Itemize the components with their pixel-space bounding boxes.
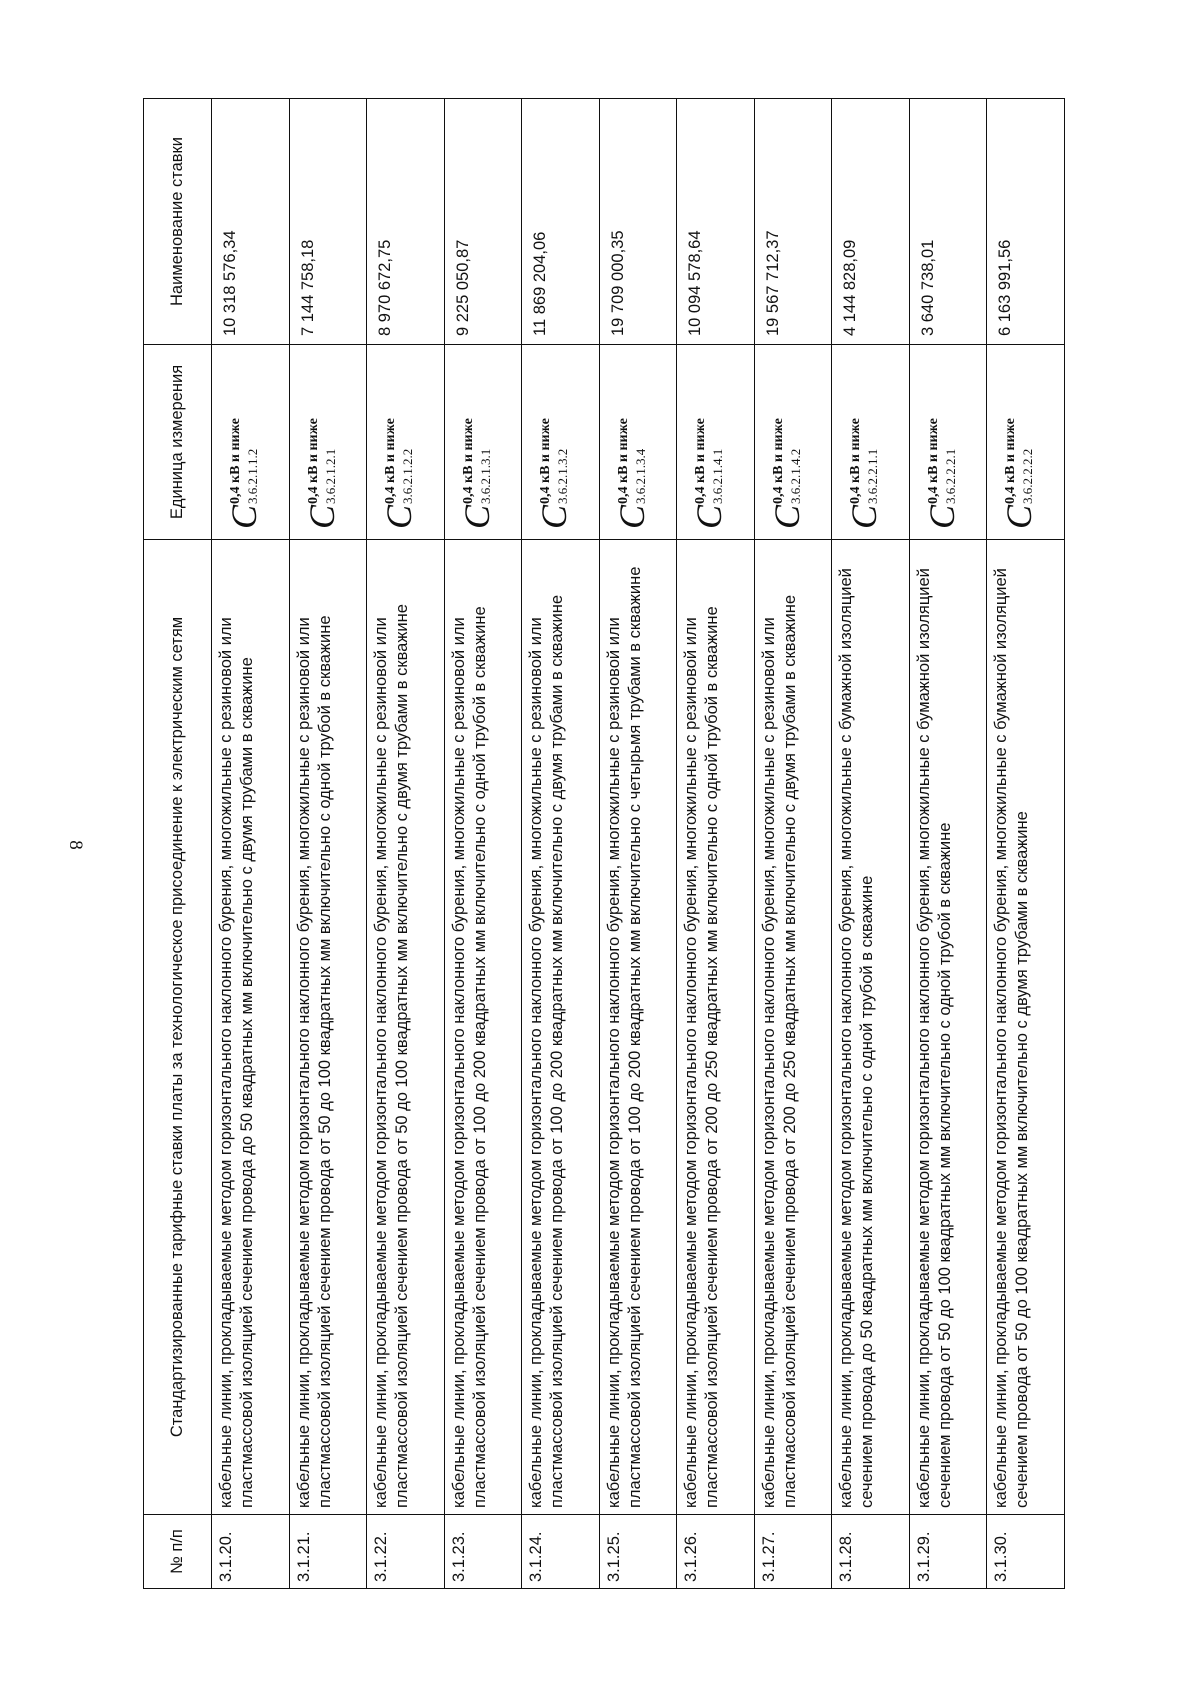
table-row bbox=[909, 99, 987, 1589]
unit-superscript: 0,4 кВ и ниже bbox=[305, 418, 321, 504]
row-number: 3.1.23. bbox=[444, 1515, 522, 1589]
unit-symbol: C bbox=[999, 504, 1040, 529]
unit-symbol: C bbox=[379, 504, 420, 529]
table-row bbox=[289, 99, 367, 1589]
unit-superscript: 0,4 кВ и ниже bbox=[228, 418, 243, 504]
row-description: кабельные линии, прокладываемые методом горизонтального наклонного бурения, многожильные с резиновой или пластмассовой изоляцией сечением провода до 50 квадратных мм включительно с двумя трубами в скважине bbox=[212, 540, 290, 1515]
unit-symbol: C bbox=[766, 504, 807, 529]
unit-superscript: 0,4 кВ и ниже bbox=[615, 418, 631, 504]
row-rate: 6 163 991,56 bbox=[987, 99, 1065, 345]
unit-symbol: C bbox=[534, 504, 575, 529]
unit-indices bbox=[849, 418, 879, 504]
row-number: 3.1.20. bbox=[212, 1515, 290, 1589]
row-number: 3.1.25. bbox=[599, 1515, 677, 1589]
unit-subscript: 3.6.2.1.3.2 bbox=[555, 448, 571, 504]
unit-subscript: 3.6.2.1.4.1 bbox=[710, 448, 726, 504]
unit-subscript: 3.6.2.1.3.4 bbox=[632, 448, 648, 504]
unit-superscript: 0,4 кВ и ниже bbox=[383, 418, 399, 504]
unit-symbol: C bbox=[301, 504, 342, 529]
row-number: 3.1.27. bbox=[754, 1515, 832, 1589]
unit-superscript: 0,4 кВ и ниже bbox=[460, 418, 476, 504]
row-description: кабельные линии, прокладываемые методом горизонтального наклонного бурения, многожильные с резиновой или пластмассовой изоляцией сечением провода от 100 до 200 квадратных мм включительно с четырьмя трубами в скважине bbox=[599, 540, 677, 1515]
row-unit bbox=[289, 345, 367, 540]
row-description: кабельные линии, прокладываемые методом горизонтального наклонного бурения, многожильные с бумажной изоляцией сечением провода до 50 квадратных мм включительно с одной трубой в скважине bbox=[832, 540, 910, 1515]
unit-indices bbox=[384, 418, 414, 504]
unit-symbol: C bbox=[689, 504, 730, 529]
row-unit bbox=[987, 345, 1065, 540]
unit-subscript: 3.6.2.1.3.1 bbox=[477, 448, 493, 504]
unit-indices bbox=[772, 418, 802, 504]
row-number: 3.1.26. bbox=[677, 1515, 755, 1589]
row-unit bbox=[444, 345, 522, 540]
unit-superscript: 0,4 кВ и ниже bbox=[1003, 418, 1019, 504]
unit-indices bbox=[1004, 418, 1034, 504]
page-number: 8 bbox=[64, 840, 86, 850]
table-body bbox=[212, 99, 1065, 1589]
row-rate: 4 144 828,09 bbox=[832, 99, 910, 345]
unit-symbol: C bbox=[611, 504, 652, 529]
row-description: кабельные линии, прокладываемые методом горизонтального наклонного бурения, многожильные с резиновой или пластмассовой изоляцией сечением провода от 200 до 250 квадратных мм включительно с двумя трубами в скважине bbox=[754, 540, 832, 1515]
row-description: кабельные линии, прокладываемые методом горизонтального наклонного бурения, многожильные с резиновой или пластмассовой изоляцией сечением провода от 200 до 250 квадратных мм включительно с одной трубой в скважине bbox=[677, 540, 755, 1515]
table-row bbox=[212, 99, 290, 1589]
unit-indices bbox=[539, 418, 569, 504]
row-rate: 9 225 050,87 bbox=[444, 99, 522, 345]
tariff-table bbox=[143, 98, 1065, 1589]
header-num: № п/п bbox=[144, 1515, 212, 1589]
table-row bbox=[677, 99, 755, 1589]
row-number: 3.1.21. bbox=[289, 1515, 367, 1589]
row-unit bbox=[832, 345, 910, 540]
row-unit bbox=[367, 345, 445, 540]
row-unit bbox=[754, 345, 832, 540]
row-description: кабельные линии, прокладываемые методом горизонтального наклонного бурения, многожильные с резиновой или пластмассовой изоляцией сечением провода от 100 до 200 квадратных мм включительно с одной трубой в скважине bbox=[444, 540, 522, 1515]
unit-subscript: 3.6.2.1.2.1 bbox=[322, 448, 338, 504]
row-unit bbox=[599, 345, 677, 540]
row-rate: 11 869 204,06 bbox=[522, 99, 600, 345]
unit-superscript: 0,4 кВ и ниже bbox=[925, 418, 941, 504]
row-unit bbox=[522, 345, 600, 540]
row-unit bbox=[909, 345, 987, 540]
row-description: кабельные линии, прокладываемые методом горизонтального наклонного бурения, многожильные с резиновой или пластмассовой изоляцией сечением провода от 100 до 200 квадратных мм включительно с двумя трубами в скважине bbox=[522, 540, 600, 1515]
row-unit bbox=[677, 345, 755, 540]
unit-symbol: C bbox=[921, 504, 962, 529]
row-description: кабельные линии, прокладываемые методом горизонтального наклонного бурения, многожильные с резиновой или пластмассовой изоляцией сечением провода от 50 до 100 квадратных мм включительно с одной трубой в скважине bbox=[289, 540, 367, 1515]
row-unit bbox=[212, 345, 290, 540]
table-row bbox=[367, 99, 445, 1589]
unit-symbol: C bbox=[456, 504, 497, 529]
table-row bbox=[987, 99, 1065, 1589]
unit-superscript: 0,4 кВ и ниже bbox=[538, 418, 554, 504]
table-row bbox=[832, 99, 910, 1589]
unit-indices bbox=[462, 418, 492, 504]
row-rate: 10 094 578,64 bbox=[677, 99, 755, 345]
row-rate: 19 567 712,37 bbox=[754, 99, 832, 345]
row-number: 3.1.24. bbox=[522, 1515, 600, 1589]
unit-symbol: C bbox=[844, 504, 885, 529]
unit-superscript: 0,4 кВ и ниже bbox=[770, 418, 786, 504]
table-header-row bbox=[144, 99, 212, 1589]
unit-subscript: 3.6.2.1.1.2 bbox=[245, 448, 260, 504]
header-rate: Наименование ставки bbox=[144, 99, 212, 345]
unit-indices bbox=[694, 418, 724, 504]
header-unit: Единица измерения bbox=[144, 345, 212, 540]
unit-indices bbox=[617, 418, 647, 504]
row-number: 3.1.30. bbox=[987, 1515, 1065, 1589]
unit-superscript: 0,4 кВ и ниже bbox=[848, 418, 864, 504]
table-row bbox=[754, 99, 832, 1589]
table-row bbox=[522, 99, 600, 1589]
unit-subscript: 3.6.2.1.4.2 bbox=[787, 448, 803, 504]
row-rate: 10 318 576,34 bbox=[212, 99, 290, 345]
unit-indices bbox=[307, 418, 337, 504]
table-row bbox=[444, 99, 522, 1589]
unit-subscript: 3.6.2.2.2.1 bbox=[942, 448, 958, 504]
header-description: Стандартизированные тарифные ставки платы за технологическое присоединение к электрическим сетям bbox=[144, 540, 212, 1515]
rotated-table-wrapper bbox=[143, 99, 1065, 1589]
unit-indices bbox=[927, 418, 957, 504]
table-row bbox=[599, 99, 677, 1589]
row-number: 3.1.29. bbox=[909, 1515, 987, 1589]
row-description: кабельные линии, прокладываемые методом горизонтального наклонного бурения, многожильные с бумажной изоляцией сечением провода от 50 до 100 квадратных мм включительно с двумя трубами в скважине bbox=[987, 540, 1065, 1515]
unit-subscript: 3.6.2.2.1.1 bbox=[865, 448, 881, 504]
row-rate: 7 144 758,18 bbox=[289, 99, 367, 345]
unit-superscript: 0,4 кВ и ниже bbox=[693, 418, 709, 504]
row-rate: 8 970 672,75 bbox=[367, 99, 445, 345]
unit-symbol: C bbox=[224, 504, 264, 529]
row-rate: 19 709 000,35 bbox=[599, 99, 677, 345]
row-description: кабельные линии, прокладываемые методом горизонтального наклонного бурения, многожильные с резиновой или пластмассовой изоляцией сечением провода от 50 до 100 квадратных мм включительно с двумя трубами в скважине bbox=[367, 540, 445, 1515]
row-number: 3.1.28. bbox=[832, 1515, 910, 1589]
unit-indices bbox=[229, 418, 259, 504]
unit-subscript: 3.6.2.2.2.2 bbox=[1020, 448, 1036, 504]
unit-subscript: 3.6.2.1.2.2 bbox=[400, 448, 416, 504]
row-description: кабельные линии, прокладываемые методом горизонтального наклонного бурения, многожильные с бумажной изоляцией сечением провода от 50 до 100 квадратных мм включительно с одной трубой в скважине bbox=[909, 540, 987, 1515]
row-rate: 3 640 738,01 bbox=[909, 99, 987, 345]
row-number: 3.1.22. bbox=[367, 1515, 445, 1589]
